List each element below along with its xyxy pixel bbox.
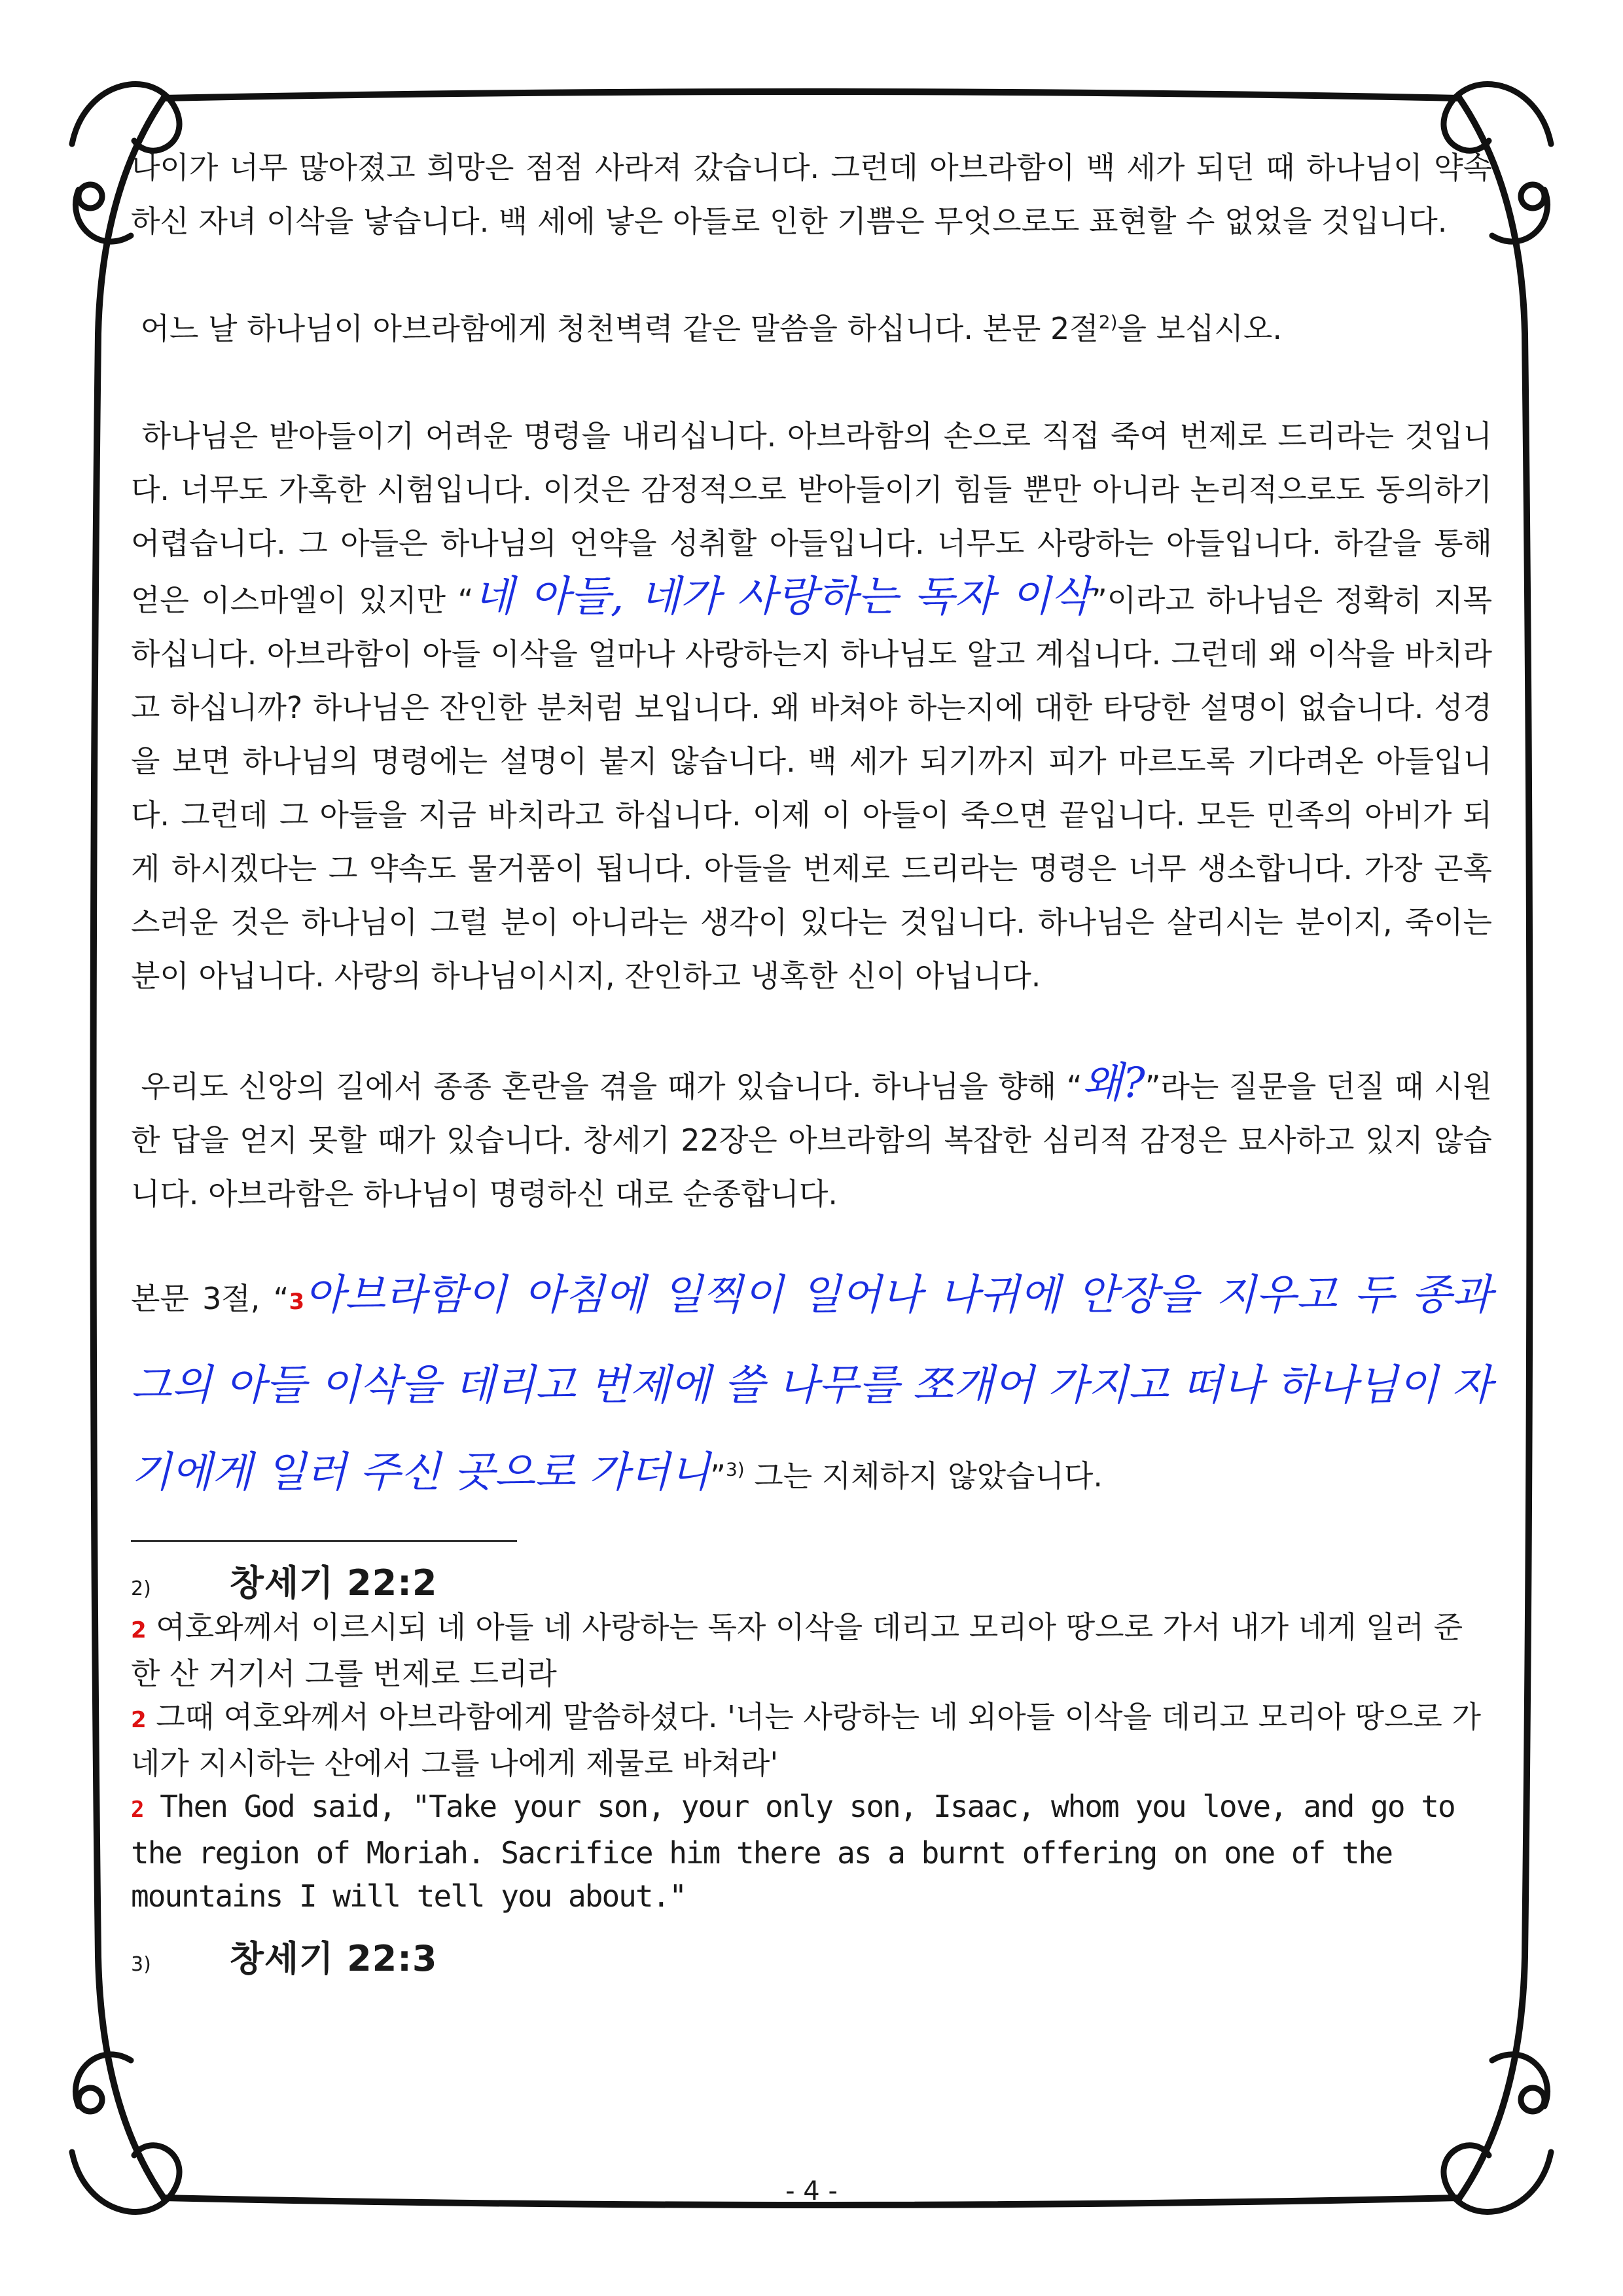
paragraph-4-part-a: 우리도 신앙의 길에서 종종 혼란을 겪을 때가 있습니다. 하나님을 향해 “ (141, 1069, 1082, 1104)
paragraph-5-end: 그는 지체하지 않았습니다. (744, 1458, 1103, 1494)
paragraph-3 (131, 409, 1492, 1003)
footnote-2-reference: 창세기 22:2 (229, 1562, 438, 1604)
paragraph-4-part-b: ”라는 질문을 던질 때 시원한 답을 얻지 못할 때가 있습니다. 창세기 22장은 아브라함의 복잡한 심리적 감정은 묘사하고 있지 않습니다. 아브라함은 하나님이 명령하신 대로 순종합니다. (131, 1069, 1493, 1211)
verse-number: 3 (289, 1289, 305, 1315)
footnote-text: Then God said, "Take your son, your only son, Isaac, whom you love, and go to the region of Moriah. Sacrifice him there as a burnt offering on one of the mountains I will tell you about." (131, 1789, 1455, 1914)
footnote-2-line (131, 1785, 1492, 1918)
footnote-verse-number: 2 (131, 1707, 147, 1733)
paragraph-1: 나이가 너무 많아졌고 희망은 점점 사라져 갔습니다. 그런데 아브라함이 백 세가 되던 때 하나님이 약속하신 자녀 이삭을 낳습니다. 백 세에 낳은 아들로 인한 기쁨은 무엇으로도 표현할 수 없었을 것입니다. (131, 150, 1492, 239)
footnote-marker-3[interactable]: 3) (725, 1458, 745, 1480)
paragraph-3-part-a: 하나님은 받아들이기 어려운 명령을 내리십니다. 아브라함의 손으로 직접 죽여 번제로 드리라는 것입니다. 너무도 가혹한 시험입니다. 이것은 감정적으로 받아들이기 힘들 뿐만 아니라 논리적으로도 동의하기 어렵습니다. 그 아들은 하나님의 언약을 성취할 아들입니다. 너무도 사랑하는 아들입니다. 하갈을 통해 얻은 이스마엘이 있지만 “ (131, 418, 1492, 618)
paragraph-3-part-b: ”이라고 하나님은 정확히 지목하십니다. 아브라함이 아들 이삭을 얼마나 사랑하는지 하나님도 알고 계십니다. 그런데 왜 이삭을 바치라고 하십니까? 하나님은 잔인한 분처럼 보입니다. 왜 바쳐야 하는지에 대한 타당한 설명이 없습니다. 성경을 보면 하나님의 명령에는 설명이 붙지 않습니다. 백 세가 되기까지 피가 마르도록 기다려온 아들입니다. 그런데 그 아들을 지금 바치라고 하십니다. 이제 이 아들이 죽으면 끝입니다. 모든 민족의 아비가 되게 하시겠다는 그 약속도 물거품이 됩니다. 아들을 번제로 드리라는 명령은 너무 생소합니다. 가장 곤혹스러운 것은 하나님이 그럴 분이 아니라는 생각이 있다는 것입니다. 하나님은 살리시는 분이지, 죽이는 분이 아닙니다. 사랑의 하나님이시지, 잔인하고 냉혹한 신이 아닙니다. (131, 583, 1492, 994)
footnote-verse-number: 2 (131, 1797, 143, 1823)
paragraph-2-end: 을 보십시오. (1117, 311, 1282, 346)
footnote-text: 그때 여호와께서 아브라함에게 말씀하셨다. '너는 사랑하는 네 외아들 이삭을 데리고 모리아 땅으로 가 네가 지시하는 산에서 그를 나에게 제물로 바쳐라' (131, 1699, 1481, 1781)
footnote-2-line (131, 1605, 1492, 1695)
quote-only-son-isaac: 네 아들, 네가 사랑하는 독자 이삭 (473, 573, 1092, 621)
page-number: - 4 - (785, 2176, 838, 2206)
footnote-text: 여호와께서 이르시되 네 아들 네 사랑하는 독자 이삭을 데리고 모리아 땅으로 가서 내가 네게 일러 준 한 산 거기서 그를 번제로 드리라 (131, 1609, 1463, 1691)
footnote-3-mark: 3) (131, 1953, 151, 1976)
footnote-2-line (131, 1695, 1492, 1785)
paragraph-5-part-a: 본문 3절, “ (131, 1281, 289, 1316)
footnote-marker-2[interactable]: 2) (1098, 311, 1118, 333)
footnote-divider (131, 1540, 517, 1542)
footnote-3 (131, 1931, 1492, 1981)
paragraph-2 (131, 302, 1492, 355)
footnote-2-mark: 2) (131, 1577, 151, 1600)
footnote-verse-number: 2 (131, 1617, 147, 1643)
paragraph-5 (131, 1253, 1492, 1518)
quote-why: 왜? (1082, 1059, 1145, 1107)
footnote-3-reference: 창세기 22:3 (229, 1938, 438, 1979)
quote-verse-3: 아브라함이 아침에 일찍이 일어나 나귀에 안장을 지우고 두 종과 그의 아들 이삭을 데리고 번제에 쓸 나무를 쪼개어 가지고 떠나 하나님이 자기에게 일러 주신 곳으로 가더니 (131, 1271, 1492, 1497)
footnote-2 (131, 1555, 1492, 1918)
paragraph-4 (131, 1056, 1492, 1221)
paragraph-5-close-quote: ” (710, 1458, 726, 1494)
paragraph-2-text: 어느 날 하나님이 아브라함에게 청천벽력 같은 말씀을 하십니다. 본문 2절 (140, 311, 1099, 346)
page-body (131, 141, 1492, 1981)
